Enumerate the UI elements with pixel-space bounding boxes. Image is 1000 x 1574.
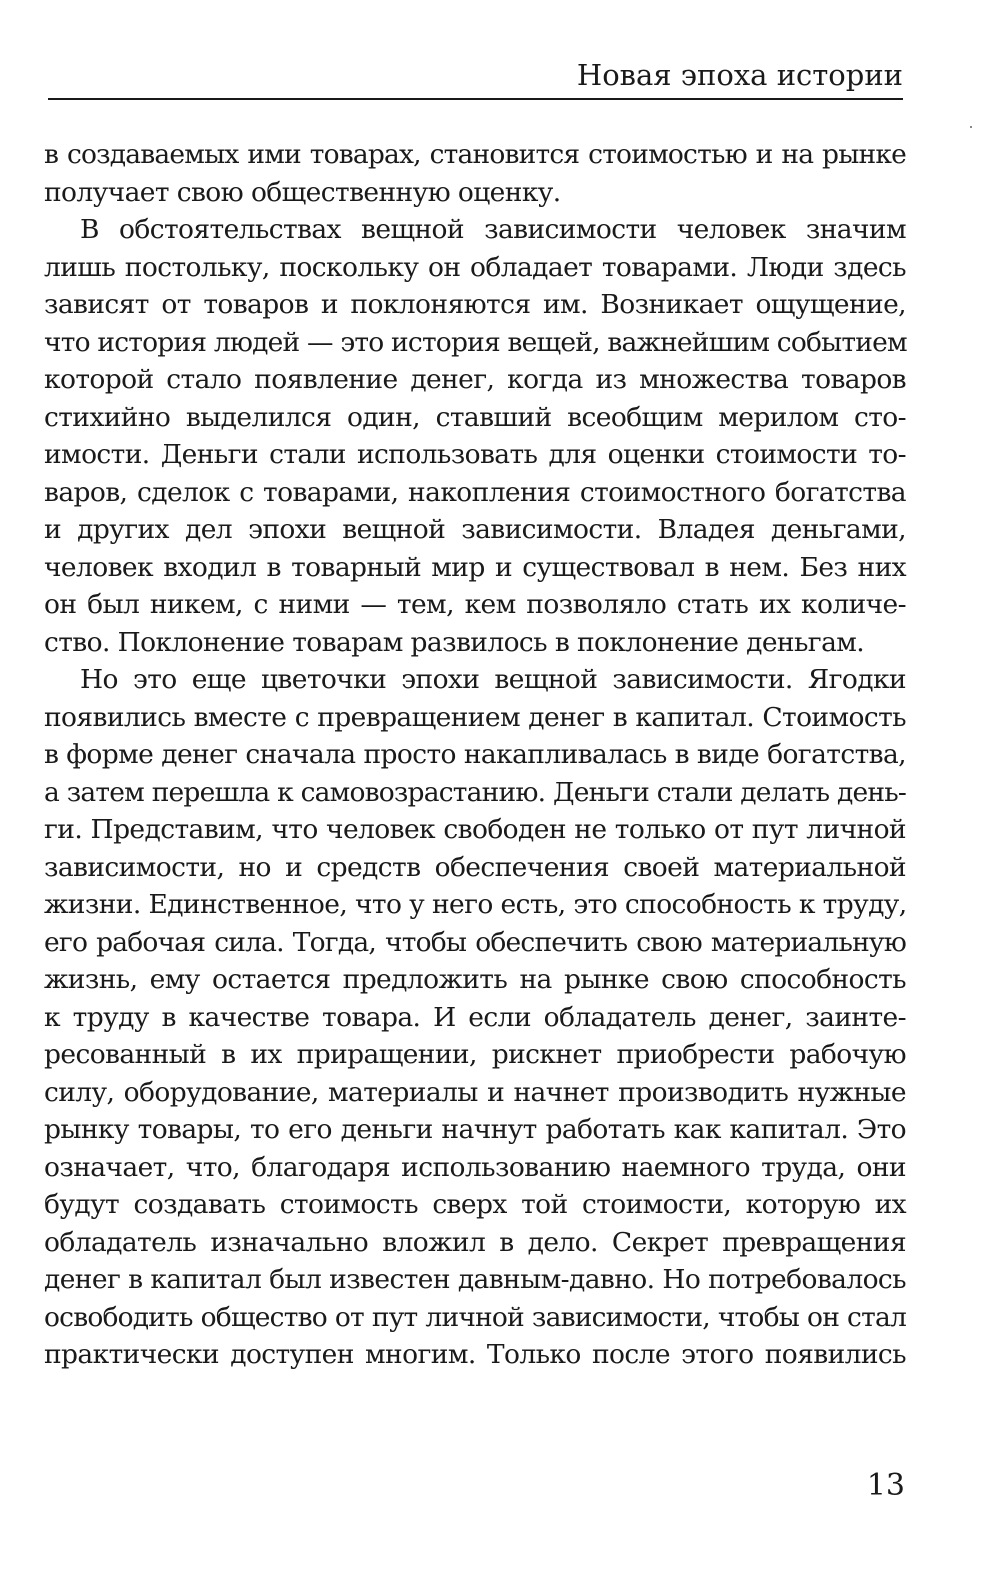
running-header: [48, 52, 903, 100]
text-line: ство. Поклонение товарам развилось в поклонение деньгам.: [44, 626, 865, 658]
text-line: к труду в качестве товара. И если обладатель денег, заинте-: [44, 1001, 906, 1033]
text-line: появились вместе с превращением денег в капитал. Стоимость: [44, 701, 906, 733]
text-line: практически доступен многим. Только после этого появились: [44, 1339, 906, 1370]
text-line: ресованный в их приращении, рискнет приобрести рабочую: [44, 1039, 906, 1070]
text-line: что история людей — это история вещей, важнейшим событием: [44, 326, 907, 358]
body-text: [44, 136, 906, 1374]
running-title: Новая эпоха истории: [576, 58, 903, 92]
text-line: зависят от товаров и поклоняются им. Возникает ощущение,: [44, 289, 906, 320]
text-line: которой стало появление денег, когда из множества товаров: [44, 364, 906, 395]
text-line: и других дел эпохи вещной зависимости. Владея деньгами,: [44, 514, 906, 545]
text-line: силу, оборудование, материалы и начнет производить нужные: [44, 1076, 906, 1108]
scan-speck: [970, 126, 972, 128]
text-line: обладатель изначально вложил в дело. Секрет превращения: [44, 1226, 906, 1258]
text-line: означает, что, благодаря использованию наемного труда, они: [44, 1151, 906, 1183]
text-line: получает свою общественную оценку.: [44, 176, 561, 208]
text-line: денег в капитал был известен давным-давно. Но потребовалось: [44, 1264, 906, 1295]
text-line: а затем перешла к самовозрастанию. Деньги стали делать день-: [44, 776, 906, 808]
text-line: его рабочая сила. Тогда, чтобы обеспечить свою материальную: [44, 926, 906, 958]
text-line: варов, сделок с товарами, накопления стоимостного богатства: [44, 476, 906, 508]
text-line: В обстоятельствах вещной зависимости человек значим: [80, 214, 906, 245]
text-line: рынку товары, то его деньги начнут работать как капитал. Это: [44, 1114, 906, 1145]
page-number: 13: [866, 1468, 905, 1503]
text-line: будут создавать стоимость сверх той стоимости, которую их: [44, 1189, 906, 1220]
text-line: Но это еще цветочки эпохи вещной зависимости. Ягодки: [80, 664, 906, 695]
text-line: ги. Представим, что человек свободен не только от пут личной: [44, 814, 906, 845]
text-line: в создаваемых ими товарах, становится стоимостью и на рынке: [44, 139, 906, 170]
text-line: зависимости, но и средств обеспечения своей материальной: [44, 851, 906, 883]
text-line: человек входил в товарный мир и существовал в нем. Без них: [44, 551, 906, 583]
text-line: имости. Деньги стали использовать для оценки стоимости то-: [44, 439, 906, 470]
text-line: жизни. Единственное, что у него есть, это способность к труду,: [44, 889, 907, 920]
text-line: освободить общество от пут личной зависимости, чтобы он стал: [44, 1301, 906, 1333]
text-line: в форме денег сначала просто накапливалась в виде богатства,: [44, 739, 906, 770]
text-line: жизнь, ему остается предложить на рынке свою способность: [44, 964, 906, 995]
text-line: он был никем, с ними — тем, кем позволяло стать их количе-: [44, 589, 906, 620]
text-line: лишь постольку, поскольку он обладает товарами. Люди здесь: [44, 251, 906, 283]
text-line: стихийно выделился один, ставший всеобщим мерилом сто-: [44, 401, 906, 433]
